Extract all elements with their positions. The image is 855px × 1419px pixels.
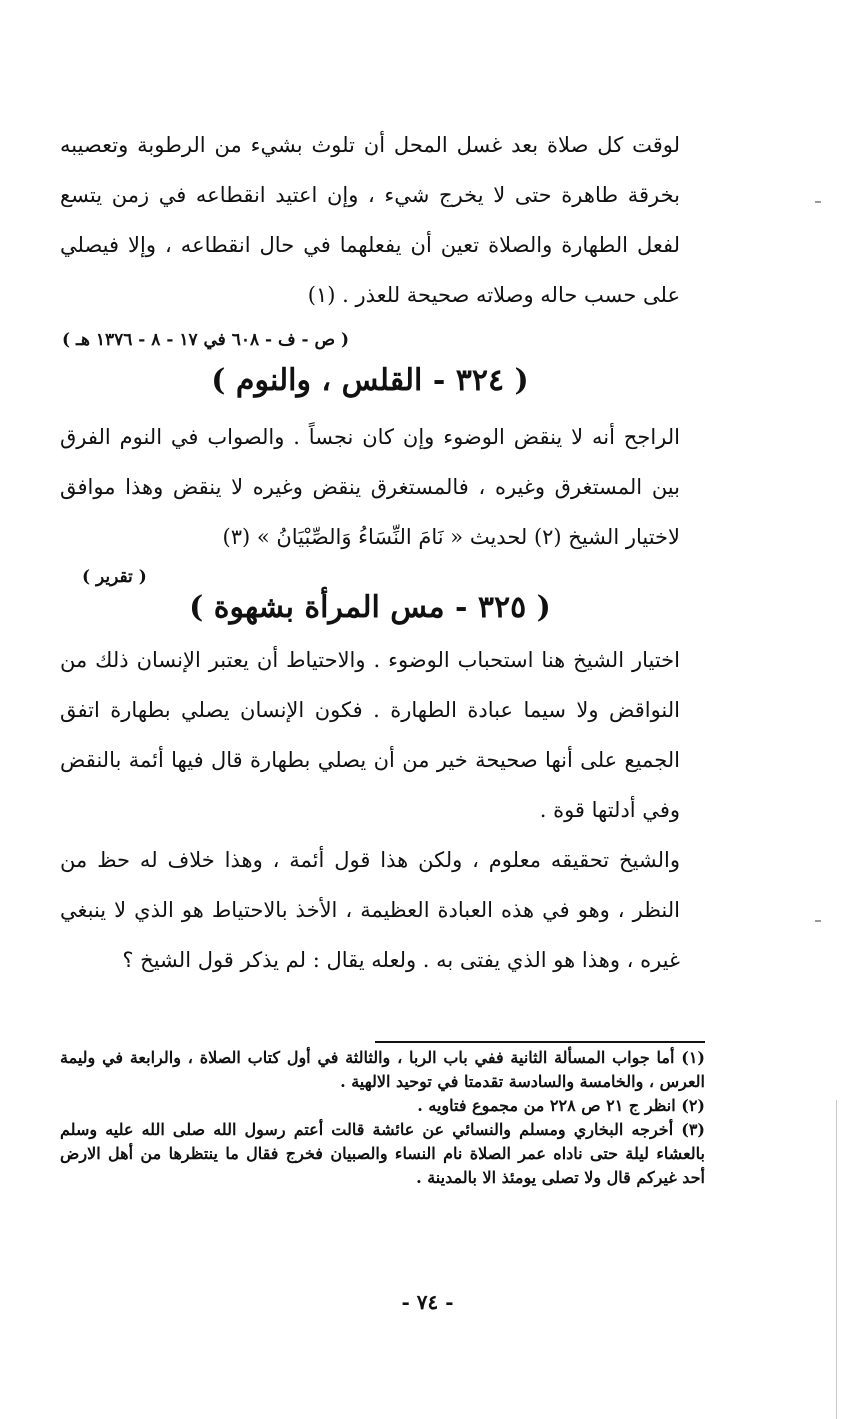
source-reference-fatwa: ( ص - ف - ٦٠٨ في ١٧ - ٨ - ١٣٧٦ هـ ) [62, 330, 350, 350]
page-number: - ٧٤ - [401, 1290, 454, 1314]
footnote-separator [375, 1041, 705, 1043]
footnote-1: (١) أما جواب المسألة الثانية ففي باب الربا ، والثالثة في أول كتاب الصلاة ، والرابعة في وليمة العرس ، والخامسة والسادسة تقدمتا في توحيد الالهية . [60, 1048, 705, 1091]
section-heading-324: ( ٣٢٤ - القلس ، والنوم ) [211, 363, 529, 398]
paragraph-qals-and-sleep: الراجح أنه لا ينقض الوضوء وإن كان نجساً . والصواب في النوم الفرق بين المستغرق وغيره ، فالمستغرق ينقض وغيره لا ينقض وهذا موافق لاختيار الشيخ (٢) لحديث « نَامَ النِّسَاءُ وَالصِّبْيَانُ » (٣) [60, 425, 680, 549]
scan-margin-mark [815, 920, 821, 922]
scan-edge-line [836, 1100, 837, 1419]
footnote-2: (٢) انظر ج ٢١ ص ٢٢٨ من مجموع فتاويه . [417, 1096, 705, 1115]
source-reference-taqrir: ( تقرير ) [82, 567, 147, 587]
footnote-3: (٣) أخرجه البخاري ومسلم والنسائي عن عائشة قالت أعتم رسول الله صلى الله عليه وسلم بالعشاء ليلة حتى ناداه عمر الصلاة نام النساء والصبيان فخرج فقال ما ينتظرها من أهل الارض أحد غيركم قال ولا تصلى يومئذ الا بالمدينة . [60, 1120, 705, 1187]
scan-margin-mark [815, 201, 821, 203]
paragraph-continuation: لوقت كل صلاة بعد غسل المحل أن تلوث بشيء من الرطوبة وتعصيبه بخرقة طاهرة حتى لا يخرج شيء ، وإن اعتيد انقطاعه في زمن يتسع لفعل الطهارة والصلاة تعين أن يفعلهما في حال انقطاعه ، وإلا فيصلي على حسب حاله وصلاته صحيحة للعذر . (١) [60, 133, 680, 307]
paragraph-shaykh-opinion: والشيخ تحقيقه معلوم ، ولكن هذا قول أئمة ، وهذا خلاف له حظ من النظر ، وهو في هذه العبادة العظيمة ، الأخذ بالاحتياط هو الذي لا ينبغي غيره ، وهذا هو الذي يفتى به . ولعله يقال : لم يذكر قول الشيخ ؟ [60, 848, 680, 972]
section-heading-325: ( ٣٢٥ - مس المرأة بشهوة ) [189, 590, 551, 625]
footnotes-section [60, 1046, 705, 1190]
paragraph-touching-woman: اختيار الشيخ هنا استحباب الوضوء . والاحتياط أن يعتبر الإنسان ذلك من النواقض ولا سيما عبادة الطهارة . فكون الإنسان يصلي بطهارة اتفق الجميع على أنها صحيحة خير من أن يصلي بطهارة قال فيها أئمة بالنقض وفي أدلتها قوة . [60, 648, 680, 822]
